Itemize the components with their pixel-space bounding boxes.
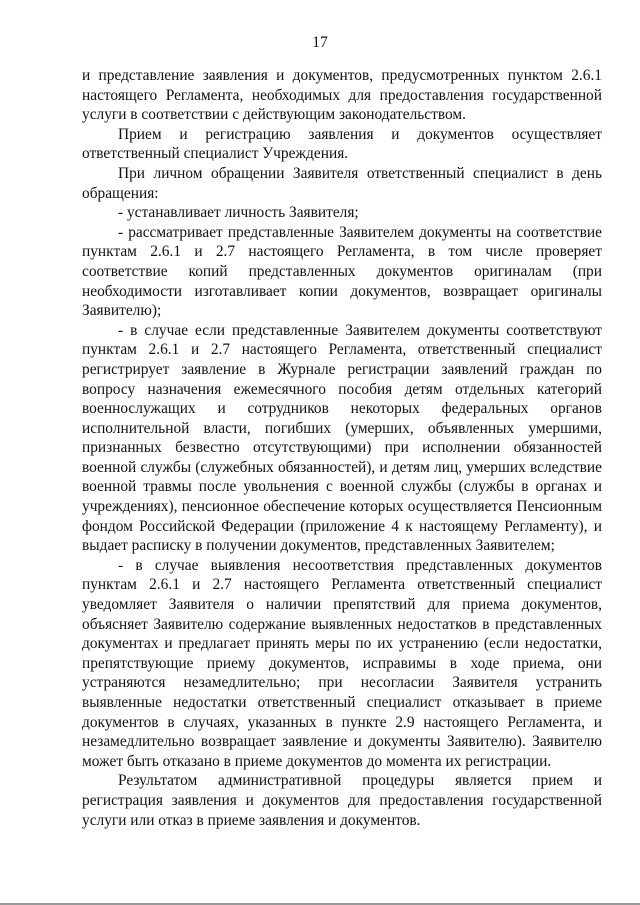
- list-item-nonconformity: - в случае выявления несоответствия представленных документов пунктам 2.6.1 и 2.7 настоящего Регламента ответственный специалист уведомляет Заявителя о наличии препятствий для приема документов, объясняет Заявителю содержание выявленных недостатков в представленных документах и предлагает принять меры по их устранению (если недостатки, препятствующие приему документов, исправимы в ходе приема, они устраняются незамедлительно; при несогласии Заявителя устранить выявленные недостатки ответственный специалист отказывает в приеме документов в случаях, указанных в пункте 2.9 настоящего Регламента, и незамедлительно возвращает заявление и документы Заявителю). Заявителю может быть отказано в приеме документов до момента их регистрации.: [82, 556, 602, 770]
- paragraph-personal-visit: При личном обращении Заявителя ответственный специалист в день обращения:: [82, 164, 602, 202]
- list-item-register-application: - в случае если представленные Заявителем документы соответствуют пунктам 2.6.1 и 2.7 настоящего Регламента, ответственный специалист регистрирует заявление в Журнале регистрации заявлений граждан по вопросу назначения ежемесячного пособия детям отдельных категорий военнослужащих и сотрудников некоторых федеральных органов исполнительной власти, погибших (умерших, объявленных умершими, признанных безвестно отсутствующими) при исполнении обязанностей военной службы (служебных обязанностей), и детям лиц, умерших вследствие военной травмы после увольнения с военной службы (службы в органах и учреждениях), пенсионное обеспечение которых осуществляется Пенсионным фондом Российской Федерации (приложение 4 к настоящему Регламенту), и выдает расписку в получении документов, представленных Заявителем;: [82, 321, 602, 555]
- list-item-review-documents: - рассматривает представленные Заявителем документы на соответствие пунктам 2.6.1 и 2.7 настоящего Регламента, в том числе проверяет соответствие копий представленных документов оригиналам (при необходимости изготавливает копии документов, возвращает оригиналы Заявителю);: [82, 223, 602, 320]
- paragraph-result: Результатом административной процедуры является прием и регистрация заявления и документов для предоставления государственной услуги или отказ в приеме заявления и документов.: [82, 772, 602, 829]
- list-item-identity: - устанавливает личность Заявителя;: [118, 204, 359, 222]
- paragraph-continuation: и представление заявления и документов, предусмотренных пунктом 2.6.1 настоящего Регламента, необходимых для предоставления государственной услуги в соответствии с действующим законодательством.: [82, 67, 602, 124]
- document-body: [82, 66, 602, 830]
- page-number: 17: [312, 34, 328, 51]
- paragraph-reception-responsible: Прием и регистрацию заявления и документов осуществляет ответственный специалист Учреждения.: [82, 125, 602, 163]
